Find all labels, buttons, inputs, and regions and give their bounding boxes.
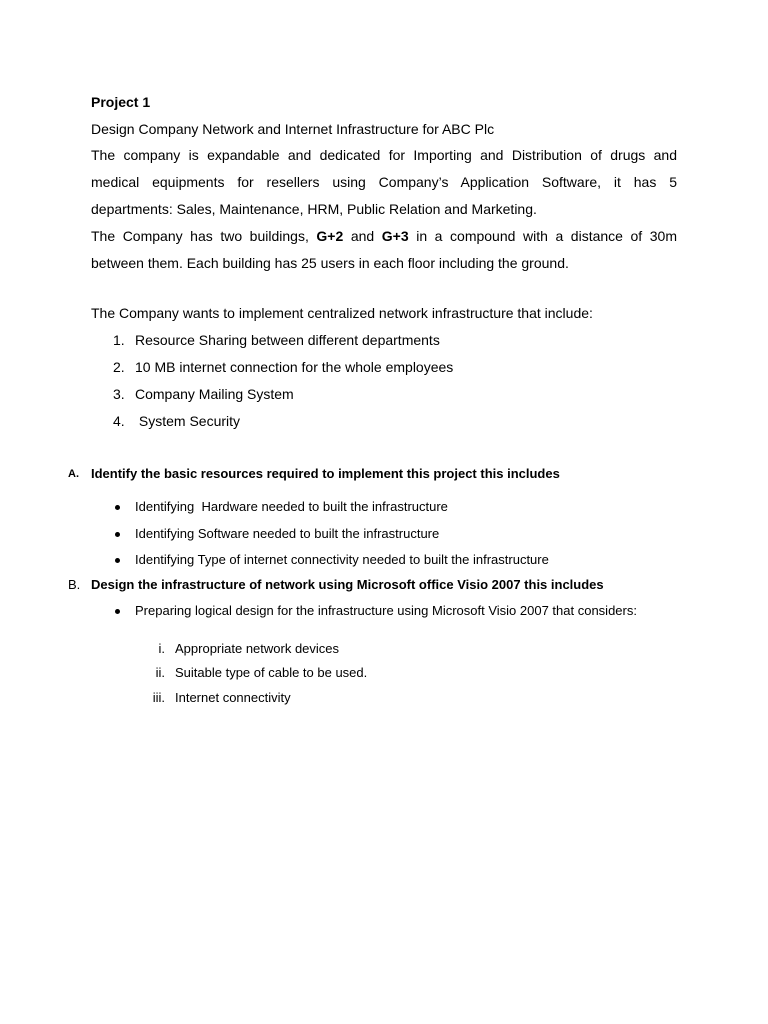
requirement-number: 2.	[113, 359, 125, 375]
section-a-bullet: Identifying Type of internet connectivity needed to built the infrastructure	[135, 552, 549, 567]
section-a-bullet: Identifying Hardware needed to built the infrastructure	[135, 499, 448, 514]
description-line: medical equipments for resellers using Company’s Application Software, it has 5	[91, 174, 677, 190]
bullet-icon	[115, 532, 120, 537]
requirement-text: Company Mailing System	[135, 386, 294, 402]
subitem-numeral: iii.	[152, 690, 165, 705]
bullet-icon	[115, 505, 120, 510]
section-a-bullet: Identifying Software needed to built the infrastructure	[135, 526, 440, 541]
bullet-icon	[115, 609, 120, 614]
project-subtitle: Design Company Network and Internet Infrastructure for ABC Plc	[91, 121, 495, 137]
section-b-marker: B.	[68, 577, 81, 592]
description-line: departments: Sales, Maintenance, HRM, Public Relation and Marketing.	[91, 201, 537, 217]
description-line: The company is expandable and dedicated for Importing and Distribution of drugs and	[91, 147, 677, 163]
requirement-number: 3.	[113, 386, 125, 402]
buildings-line	[91, 223, 677, 250]
building-a: G+2	[316, 228, 344, 244]
bullet-icon	[115, 558, 120, 563]
subitem-text: Suitable type of cable to be used.	[175, 665, 368, 680]
section-b-bullet: Preparing logical design for the infrastructure using Microsoft Visio 2007 that considers:	[135, 603, 637, 618]
requirement-text: 10 MB internet connection for the whole employees	[135, 359, 454, 375]
buildings-prefix: The Company has two buildings,	[91, 228, 317, 244]
buildings-suffix: in a compound with a distance of 30m	[408, 228, 677, 244]
subitem-text: Internet connectivity	[175, 690, 291, 705]
section-a-heading: Identify the basic resources required to implement this project this includes	[91, 466, 560, 481]
requirement-text: Resource Sharing between different departments	[135, 332, 440, 348]
building-b: G+3	[381, 228, 409, 244]
section-b-heading: Design the infrastructure of network using Microsoft office Visio 2007 this includes	[91, 577, 604, 592]
subitem-numeral: i.	[158, 641, 165, 656]
buildings-line-2: between them. Each building has 25 users in each floor including the ground.	[91, 255, 569, 271]
subitem-numeral: ii.	[155, 665, 165, 680]
requirements-intro: The Company wants to implement centralized network infrastructure that include:	[91, 305, 593, 321]
project-title: Project 1	[91, 94, 151, 110]
requirement-number: 4.	[113, 413, 125, 429]
subitem-text: Appropriate network devices	[175, 641, 340, 656]
requirement-number: 1.	[113, 332, 125, 348]
section-a-marker: A.	[68, 468, 79, 480]
requirement-text: System Security	[135, 413, 241, 429]
buildings-joiner: and	[343, 228, 382, 244]
